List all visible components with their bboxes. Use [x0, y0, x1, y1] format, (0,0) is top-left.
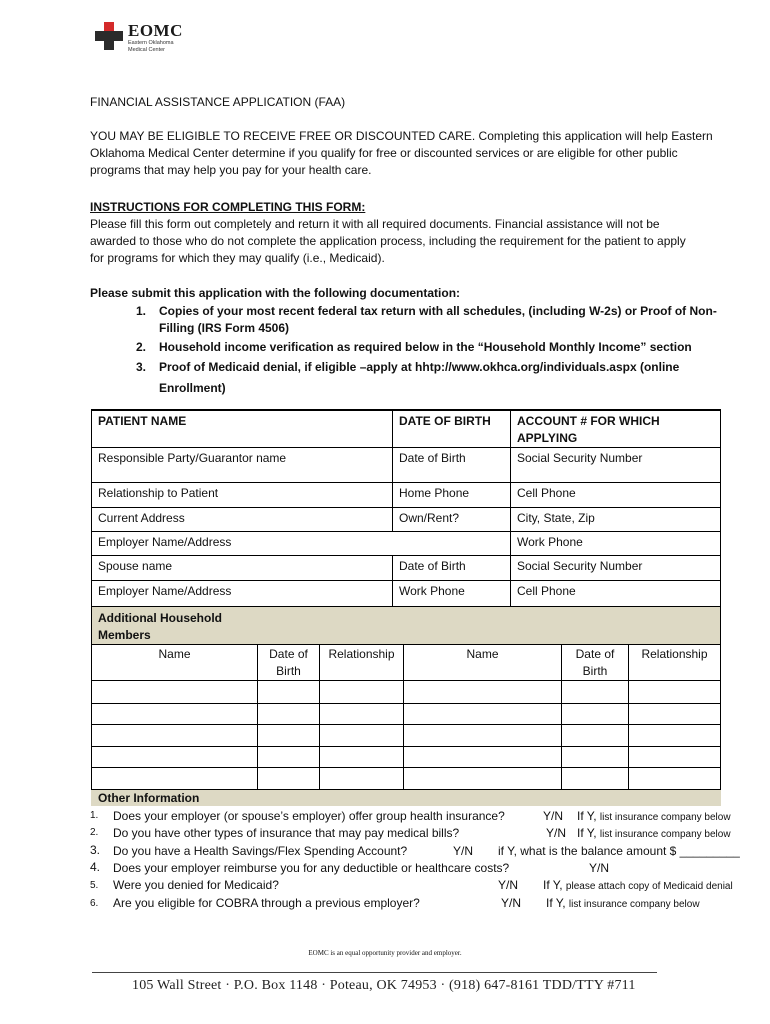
intro-paragraph: YOU MAY BE ELIGIBLE TO RECEIVE FREE OR DISCOUNTED CARE. Completing this application will help Eastern Oklahoma Medical Center determine if you qualify for free or discounted services or are eligible for other public programs that may help you pay for your health care. [90, 129, 713, 177]
dob-header: DATE OF BIRTH [399, 414, 491, 428]
instructions-heading: INSTRUCTIONS FOR COMPLETING THIS FORM: [90, 200, 366, 214]
spouse-ssn-field[interactable]: Social Security Number [517, 559, 643, 573]
work-phone-field[interactable]: Work Phone [517, 535, 583, 549]
cell-phone-field[interactable]: Cell Phone [517, 486, 576, 500]
q6-num: 6. [90, 898, 99, 909]
city-state-zip-field[interactable]: City, State, Zip [517, 511, 595, 525]
hh-col-name-1: Name [158, 647, 191, 661]
hh-col-dob-2: Date of Birth [575, 647, 615, 678]
spouse-dob-field[interactable]: Date of Birth [399, 559, 466, 573]
q6-text: Are you eligible for COBRA through a previous employer? [113, 896, 420, 910]
hh-col-name-2: Name [466, 647, 499, 661]
q5-yn[interactable]: Y/N [498, 878, 519, 892]
footer-divider [92, 972, 657, 973]
doc-num-3: 3. [136, 360, 147, 374]
submit-heading: Please submit this application with the following documentation: [90, 286, 461, 300]
q5-text: Were you denied for Medicaid? [113, 878, 279, 892]
q1-num: 1. [90, 810, 99, 821]
hh-col-dob-1: Date of Birth [269, 647, 308, 678]
q2-num: 2. [90, 827, 99, 838]
instructions-paragraph: Please fill this form out completely and return it with all required documents. Financial assistance will not be awarded to those who do not complete the application process, including the requirement for the patient to apply for programs for which they may qualify (i.e., Medicaid). [90, 217, 686, 265]
q6-if: If Y, list insurance company below [546, 896, 700, 910]
q5-if: If Y, please attach copy of Medicaid denial [543, 878, 733, 892]
q2-yn[interactable]: Y/N [546, 826, 567, 840]
q3-text: Do you have a Health Savings/Flex Spending Account? [113, 844, 408, 858]
q1-yn[interactable]: Y/N [543, 809, 564, 823]
logo-name: EOMC [128, 21, 183, 40]
other-info-heading: Other Information [98, 791, 200, 805]
current-address-field[interactable]: Current Address [98, 511, 185, 525]
doc-item-1: Copies of your most recent federal tax return with all schedules, (including W-2s) or Proof of Non- Filling (IRS Form 4506) [159, 304, 717, 335]
doc-item-2: Household income verification as required below in the “Household Monthly Income” section [159, 340, 692, 354]
q1-if: If Y, list insurance company below [577, 809, 731, 823]
guarantor-dob-field[interactable]: Date of Birth [399, 451, 466, 465]
q2-text: Do you have other types of insurance that may pay medical bills? [113, 826, 460, 840]
q4-yn[interactable]: Y/N [589, 861, 610, 875]
equal-opportunity-note: EOMC is an equal opportunity provider and employer. [308, 949, 462, 957]
logo-cross-icon [95, 22, 123, 50]
q6-yn[interactable]: Y/N [501, 896, 522, 910]
q3-num: 3. [90, 843, 101, 857]
spouse-name-field[interactable]: Spouse name [98, 559, 173, 573]
doc-num-2: 2. [136, 340, 147, 354]
doc-num-1: 1. [136, 304, 147, 318]
spouse-work-phone-field[interactable]: Work Phone [399, 584, 465, 598]
q1-text: Does your employer (or spouse’s employer) offer group health insurance? [113, 809, 505, 823]
q3-if[interactable]: if Y, what is the balance amount $ _________ [498, 844, 740, 858]
account-header: ACCOUNT # FOR WHICH APPLYING [517, 414, 660, 445]
guarantor-ssn-field[interactable]: Social Security Number [517, 451, 643, 465]
relationship-field[interactable]: Relationship to Patient [98, 486, 219, 500]
own-rent-field[interactable]: Own/Rent? [399, 511, 460, 525]
spouse-cell-phone-field[interactable]: Cell Phone [517, 584, 576, 598]
q2-if: If Y, list insurance company below [577, 826, 731, 840]
household-heading: Additional Household Members [98, 611, 222, 642]
employer-address-field[interactable]: Employer Name/Address [98, 535, 232, 549]
responsible-party-field[interactable]: Responsible Party/Guarantor name [98, 451, 287, 465]
patient-name-header: PATIENT NAME [98, 414, 187, 428]
q4-text: Does your employer reimburse you for any deductible or healthcare costs? [113, 861, 510, 875]
footer-address: 105 Wall Street · P.O. Box 1148 · Poteau, OK 74953 · (918) 647-8161 TDD/TTY #711 [132, 978, 636, 993]
doc-item-3: Proof of Medicaid denial, if eligible –apply at hhtp://www.okhca.org/individuals.aspx (online Enrollment) [159, 360, 680, 395]
q3-yn[interactable]: Y/N [453, 844, 474, 858]
home-phone-field[interactable]: Home Phone [399, 486, 470, 500]
hh-col-relationship-2: Relationship [641, 647, 708, 661]
logo-subtitle: Eastern Oklahoma Medical Center [128, 40, 174, 53]
spouse-employer-field[interactable]: Employer Name/Address [98, 584, 232, 598]
q5-num: 5. [90, 880, 99, 891]
form-title: FINANCIAL ASSISTANCE APPLICATION (FAA) [90, 95, 346, 109]
q4-num: 4. [90, 860, 101, 874]
hh-col-relationship-1: Relationship [328, 647, 395, 661]
